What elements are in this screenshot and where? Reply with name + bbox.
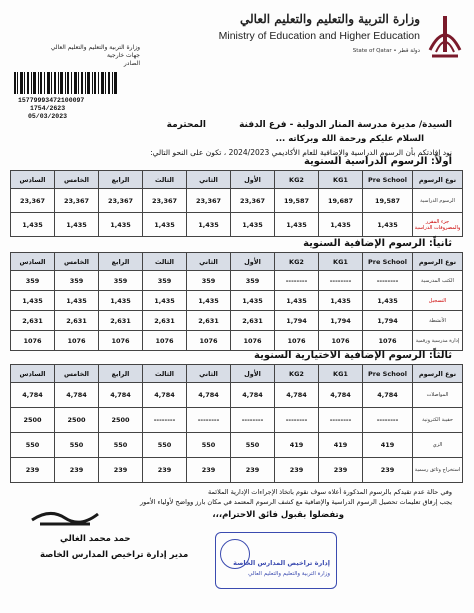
column-header: الثاني [187, 253, 231, 271]
fee-cell: 550 [143, 433, 187, 458]
tuition-fees-table [10, 170, 463, 237]
column-header: الثاني [187, 365, 231, 383]
fee-cell: -------- [143, 408, 187, 433]
fee-cell: 1,435 [319, 213, 363, 237]
fee-cell: 1,435 [11, 291, 55, 311]
fee-cell: 1076 [231, 331, 275, 351]
letter-date: 05/03/2023 [28, 113, 68, 120]
column-header: الأول [231, 365, 275, 383]
fee-cell: 359 [55, 271, 99, 291]
fee-cell: 23,367 [55, 189, 99, 213]
fee-cell: 1,435 [11, 213, 55, 237]
column-header: نوع الرسوم [413, 171, 463, 189]
column-header: نوع الرسوم [413, 365, 463, 383]
fee-cell: 1076 [99, 331, 143, 351]
ministry-name-arabic: وزارة التربية والتعليم والتعليم العالي [240, 12, 420, 26]
barcode-number: 15779993472100097 [18, 97, 85, 104]
fee-cell: 359 [99, 271, 143, 291]
fee-cell: 359 [187, 271, 231, 291]
fee-cell: -------- [319, 408, 363, 433]
fee-cell: 23,367 [11, 189, 55, 213]
table-row [11, 331, 463, 351]
fee-cell: 19,587 [363, 189, 413, 213]
column-header: Pre School [363, 365, 413, 383]
stamp-line1: إدارة تراخيص المدارس الخاصة [233, 559, 330, 567]
fee-cell: 1,794 [363, 311, 413, 331]
fee-cell: 23,367 [143, 189, 187, 213]
fee-cell: 1076 [55, 331, 99, 351]
fee-cell: -------- [363, 408, 413, 433]
column-header: KG1 [319, 253, 363, 271]
compliance-note: وفي حالة عدم تقيدكم بالرسوم المذكورة أعلاه سوف نقوم باتخاذ الإجراءات الإدارية الملائمة [208, 488, 452, 496]
fee-cell: 359 [231, 271, 275, 291]
column-header: KG2 [275, 253, 319, 271]
section1-header-row [11, 171, 463, 189]
ministry-name-english: Ministry of Education and Higher Education [218, 30, 420, 42]
column-header: الأول [231, 171, 275, 189]
fee-cell: 239 [55, 458, 99, 483]
issuer-external: جهات خارجية [106, 52, 140, 59]
fee-cell: 239 [187, 458, 231, 483]
column-header: Pre School [363, 171, 413, 189]
optional-fees-table [10, 364, 463, 483]
row-label: التسجيل [413, 291, 463, 311]
fee-cell: -------- [187, 408, 231, 433]
row-label: إدارة مدرسية ورقمية [413, 331, 463, 351]
greeting: السلام عليكم ورحمة الله وبركاته ... [275, 134, 424, 144]
column-header: الثالث [143, 171, 187, 189]
fee-cell: 2,631 [99, 311, 143, 331]
ministry-logo-block [218, 10, 464, 70]
fee-cell: 1,435 [231, 291, 275, 311]
fee-cell: 1,435 [363, 291, 413, 311]
fee-cell: 1,435 [275, 291, 319, 311]
column-header: الخامس [55, 253, 99, 271]
fee-cell: 1,794 [275, 311, 319, 331]
fee-cell: 23,367 [231, 189, 275, 213]
stamp-line2: وزارة التربية والتعليم والتعليم العالي [248, 571, 330, 577]
fee-cell: 2,631 [231, 311, 275, 331]
fee-cell: 23,367 [99, 189, 143, 213]
fee-cell: 1,794 [319, 311, 363, 331]
fee-cell: 4,784 [231, 383, 275, 408]
fee-cell: 419 [363, 433, 413, 458]
fee-cell: 1,435 [275, 213, 319, 237]
column-header: KG1 [319, 365, 363, 383]
column-header: KG2 [275, 365, 319, 383]
fee-cell: 2500 [99, 408, 143, 433]
fee-cell: 1,435 [231, 213, 275, 237]
fee-cell: 4,784 [11, 383, 55, 408]
official-stamp [215, 532, 337, 589]
table-row [11, 433, 463, 458]
posting-note: يجب إرفاق تعليمات تحصيل الرسوم الدراسية والإضافية مع كشف الرسوم المعتمد في مكان بارز وواضح لأولياء الأمور [139, 498, 452, 506]
table-row [11, 383, 463, 408]
fee-cell: 359 [11, 271, 55, 291]
issuer-ministry: وزارة التربية والتعليم والتعليم العالي [50, 44, 140, 51]
column-header: الرابع [99, 365, 143, 383]
fee-cell: 1,435 [319, 291, 363, 311]
fee-cell: 1076 [363, 331, 413, 351]
signer-title: مدير إدارة تراخيص المدارس الخاصة [40, 550, 189, 560]
closing-line: وتفضلوا بقبول فائق الاحترام،،، [212, 510, 344, 520]
fee-cell: 239 [319, 458, 363, 483]
fee-cell: 19,687 [319, 189, 363, 213]
fee-cell: 4,784 [363, 383, 413, 408]
fee-cell: 1076 [187, 331, 231, 351]
fee-cell: 239 [143, 458, 187, 483]
section2-header-row [11, 253, 463, 271]
qatar-emblem-icon [426, 10, 464, 60]
table-row [11, 408, 463, 433]
fee-cell: 1,435 [99, 291, 143, 311]
column-header: الرابع [99, 253, 143, 271]
fee-cell: 1076 [11, 331, 55, 351]
fee-cell: 1,435 [143, 213, 187, 237]
state-of-qatar-line: State of Qatar • دولة قطر [352, 48, 420, 54]
table-row [11, 291, 463, 311]
column-header: KG1 [319, 171, 363, 189]
column-header: الثاني [187, 171, 231, 189]
table-row [11, 189, 463, 213]
fee-cell: 239 [99, 458, 143, 483]
fee-cell: 19,587 [275, 189, 319, 213]
fee-cell: 4,784 [319, 383, 363, 408]
issue-block [22, 44, 140, 68]
column-header: الأول [231, 253, 275, 271]
section2-title: ثانياً: الرسوم الإضافية السنوية [303, 238, 452, 249]
fee-cell: 2,631 [55, 311, 99, 331]
fee-cell: 1,435 [187, 213, 231, 237]
fee-cell: 23,367 [187, 189, 231, 213]
fee-cell: -------- [363, 271, 413, 291]
fee-cell: 239 [275, 458, 319, 483]
addressee [167, 120, 452, 130]
addressee-respect: المحترمة [166, 120, 206, 130]
row-label: الزي [413, 433, 463, 458]
row-label: الكتب المدرسية [413, 271, 463, 291]
fee-cell: 1,435 [143, 291, 187, 311]
row-label: الأنشطة [413, 311, 463, 331]
fee-cell: 419 [275, 433, 319, 458]
fee-cell: 1,435 [55, 291, 99, 311]
table-row [11, 271, 463, 291]
reference-number: 1754/2623 [30, 105, 66, 112]
issuer-issued: الصادر [123, 60, 140, 67]
section3-header-row [11, 365, 463, 383]
table-row [11, 458, 463, 483]
addressee-name: السيدة/ مديرة مدرسة المنار الدولية - فرع الدفنة [239, 120, 452, 130]
fee-cell: 550 [11, 433, 55, 458]
fee-cell: 239 [11, 458, 55, 483]
fee-cell: 2,631 [143, 311, 187, 331]
fee-cell: 2,631 [11, 311, 55, 331]
fee-cell: 2,631 [187, 311, 231, 331]
row-label: المواصلات [413, 383, 463, 408]
column-header: الخامس [55, 171, 99, 189]
fee-cell: 4,784 [55, 383, 99, 408]
fee-cell: -------- [275, 408, 319, 433]
column-header: نوع الرسوم [413, 253, 463, 271]
table-row [11, 213, 463, 237]
column-header: الرابع [99, 171, 143, 189]
column-header: الخامس [55, 365, 99, 383]
row-label: الرسوم الدراسية [413, 189, 463, 213]
fee-cell: 419 [319, 433, 363, 458]
fee-cell: 1076 [143, 331, 187, 351]
fee-cell: 1,435 [363, 213, 413, 237]
column-header: الثالث [143, 253, 187, 271]
barcode-icon [14, 72, 119, 94]
table-row [11, 311, 463, 331]
additional-fees-table [10, 252, 463, 351]
fee-cell: 1076 [319, 331, 363, 351]
fee-cell: 4,784 [99, 383, 143, 408]
intro-text: نود إفادتكم بأن الرسوم الدراسية والإضافية للعام الأكاديمي 2024/2023 ، تكون على النحو التالي: [150, 148, 452, 157]
section3-title: ثالثاً: الرسوم الإضافية الاختيارية السنوية [254, 350, 452, 361]
fee-cell: -------- [275, 271, 319, 291]
fee-cell: 550 [99, 433, 143, 458]
signature-icon [30, 506, 100, 530]
column-header: السادس [11, 171, 55, 189]
fee-cell: 1076 [275, 331, 319, 351]
fee-cell: 550 [231, 433, 275, 458]
row-label: استخراج وثائق رسمية [413, 458, 463, 483]
fee-cell: 359 [143, 271, 187, 291]
column-header: KG2 [275, 171, 319, 189]
column-header: السادس [11, 253, 55, 271]
signer-name: حمد محمد الغالي [60, 534, 131, 544]
fee-cell: 4,784 [187, 383, 231, 408]
fee-cell: 550 [55, 433, 99, 458]
fee-cell: 1,435 [187, 291, 231, 311]
row-label: جزء المقرر والمصروفات الدراسية [413, 213, 463, 237]
row-label: حقيبة الكترونية [413, 408, 463, 433]
section1-title: أولاً: الرسوم الدراسية السنوية [303, 156, 452, 167]
fee-cell: -------- [319, 271, 363, 291]
column-header: السادس [11, 365, 55, 383]
fee-cell: 1,435 [55, 213, 99, 237]
fee-cell: 1,435 [99, 213, 143, 237]
fee-cell: 4,784 [143, 383, 187, 408]
fee-cell: 239 [231, 458, 275, 483]
fee-cell: -------- [231, 408, 275, 433]
fee-cell: 239 [363, 458, 413, 483]
fee-cell: 4,784 [275, 383, 319, 408]
fee-cell: 550 [187, 433, 231, 458]
fee-cell: 2500 [55, 408, 99, 433]
fee-cell: 2500 [11, 408, 55, 433]
column-header: Pre School [363, 253, 413, 271]
column-header: الثالث [143, 365, 187, 383]
